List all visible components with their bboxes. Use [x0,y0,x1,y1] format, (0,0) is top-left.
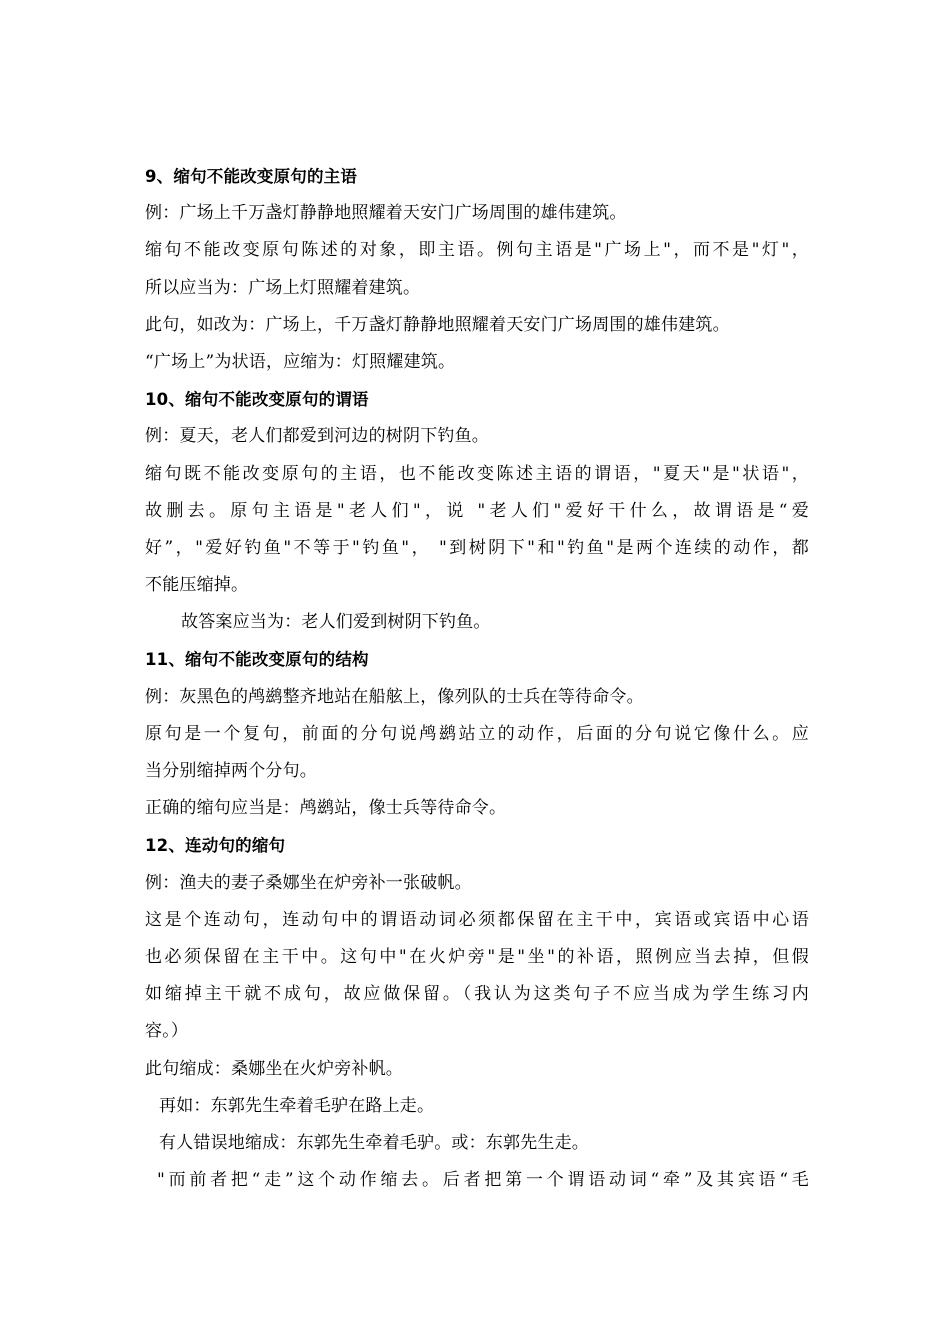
paragraph-line: 不能压缩掉。 [145,575,249,596]
paragraph-line: 有人错误地缩成：东郭先生牵着毛驴。或：东郭先生走。 [159,1132,589,1153]
paragraph-line: 例：灰黑色的鸬鹚整齐地站在船舷上，像列队的士兵在等待命令。 [145,686,644,707]
paragraph-line: 故答案应当为：老人们爱到树阴下钓鱼。 [181,612,491,633]
paragraph-line: 故删去。原句主语是"老人们"，说 "老人们"爱好干什么，故谓语是“爱 [145,500,809,521]
paragraph-line: 再如：东郭先生牵着毛驴在路上走。 [159,1095,435,1116]
paragraph-line: 缩句既不能改变原句的主语，也不能改变陈述主语的谓语，"夏天"是"状语"， [145,463,809,484]
paragraph-line: 原句是一个复句，前面的分句说鸬鹚站立的动作，后面的分句说它像什么。应 [145,723,809,744]
paragraph-line: 缩句不能改变原句陈述的对象，即主语。例句主语是"广场上"，而不是"灯"， [145,240,809,261]
paragraph-line: “广场上”为状语，应缩为：灯照耀建筑。 [145,351,456,372]
paragraph-line: 也必须保留在主干中。这句中"在火炉旁"是"坐"的补语，照例应当去掉，但假 [145,946,809,967]
section-heading-9: 9、缩句不能改变原句的主语 [145,167,358,186]
paragraph-line: 例：夏天，老人们都爱到河边的树阴下钓鱼。 [145,426,489,447]
paragraph-line: 容。） [145,1021,189,1042]
paragraph-line: 此句缩成：桑娜坐在火炉旁补帆。 [145,1058,403,1079]
section-heading-11: 11、缩句不能改变原句的结构 [145,650,369,670]
document-page [145,158,809,1199]
paragraph-line: 这是个连动句，连动句中的谓语动词必须都保留在主干中，宾语或宾语中心语 [145,909,809,930]
paragraph-line: 当分别缩掉两个分句。 [145,761,317,781]
paragraph-line: 所以应当为：广场上灯照耀着建筑。 [145,277,421,298]
paragraph-line: "而前者把“走”这个动作缩去。后者把第一个谓语动词“牵”及其宾语“毛 [157,1170,809,1191]
paragraph-line: 例：渔夫的妻子桑娜坐在炉旁补一张破帆。 [145,872,472,893]
paragraph-line: 例：广场上千万盏灯静静地照耀着天安门广场周围的雄伟建筑。 [145,203,627,224]
section-heading-10: 10、缩句不能改变原句的谓语 [145,390,369,410]
section-heading-12: 12、连动句的缩句 [145,836,286,856]
paragraph-line: 此句，如改为：广场上，千万盏灯静静地照耀着天安门广场周围的雄伟建筑。 [145,314,730,335]
paragraph-line: 好”，"爱好钓鱼"不等于"钓鱼"， "到树阴下"和"钓鱼"是两个连续的动作，都 [145,537,809,558]
paragraph-line: 如缩掉主干就不成句，故应做保留。（我认为这类句子不应当成为学生练习内 [145,984,809,1005]
paragraph-line: 正确的缩句应当是：鸬鹚站，像士兵等待命令。 [145,798,507,819]
